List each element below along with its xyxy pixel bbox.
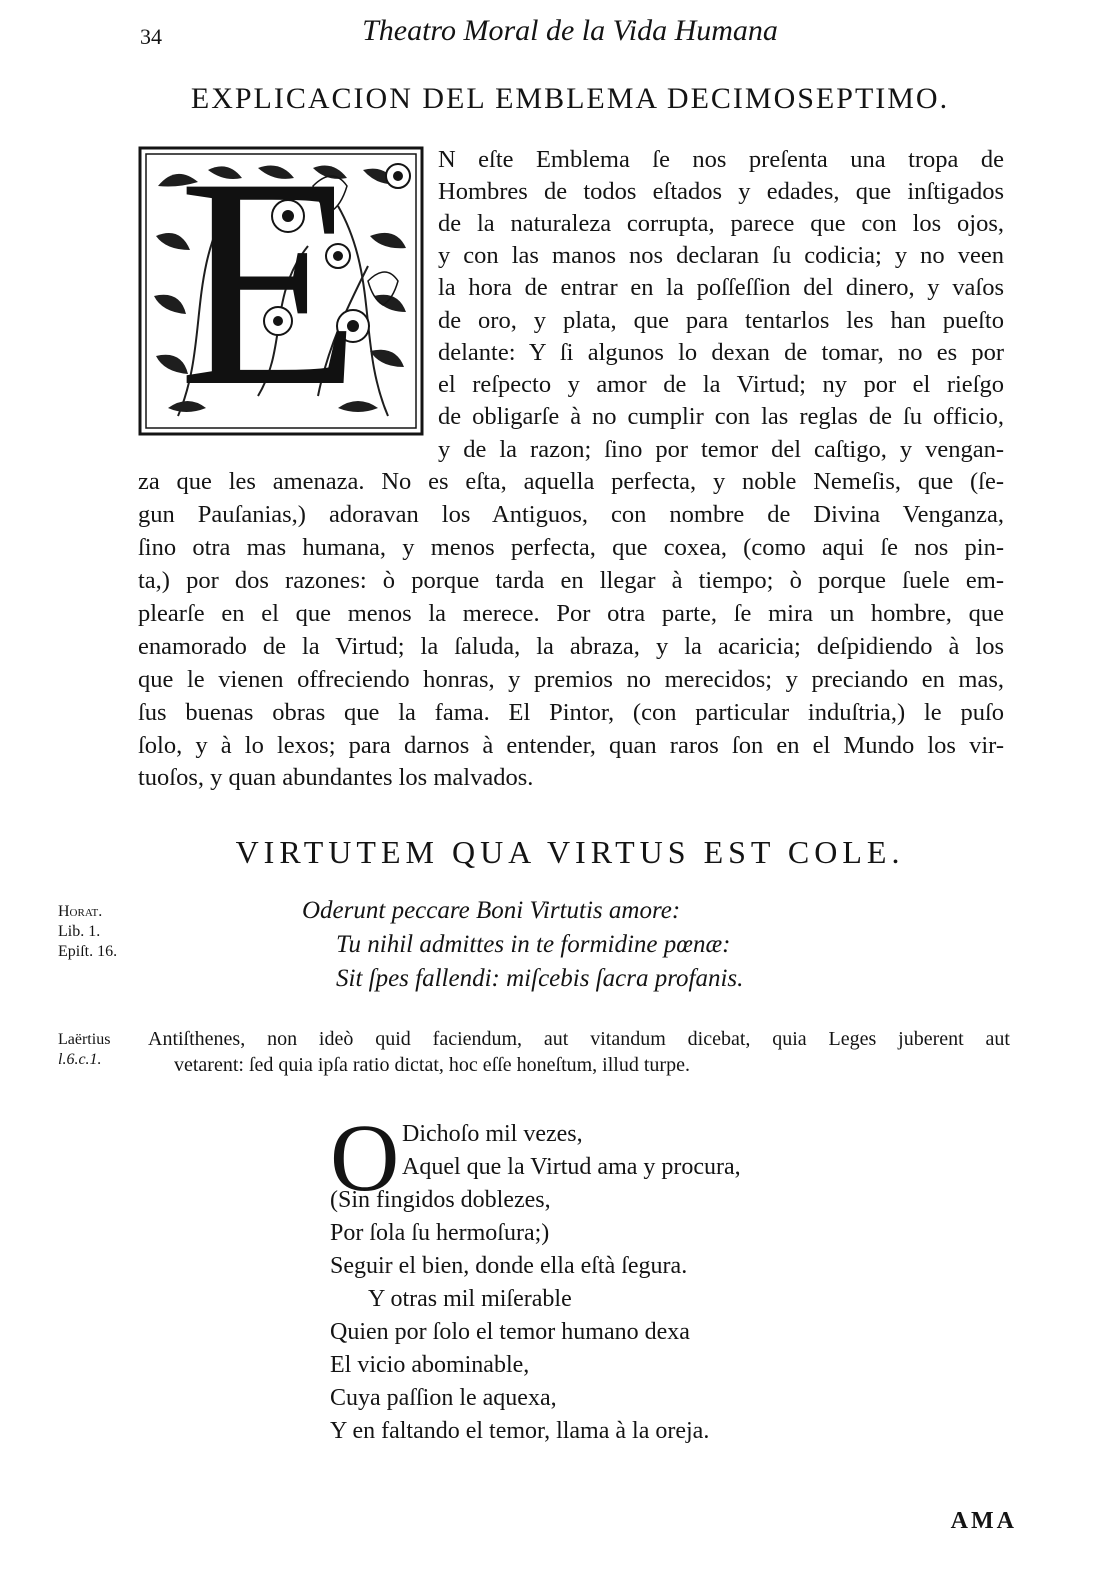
margin-note-laertius: [58, 1030, 110, 1070]
text-line: que le vienen offreciendo honras, y premios no merecidos; y preciando en mas,: [138, 666, 1004, 693]
text-line: de obligarſe à no cumplir con las reglas de ſu officio,: [438, 403, 1004, 430]
quote-line: Antiſthenes, non ideò quid faciendum, aut vitandum dicebat, quia Leges juberent aut: [148, 1028, 1010, 1050]
text-line: za que les amenaza. No es eſta, aquella perfecta, y noble Nemeſis, que (ſe-: [138, 468, 1004, 495]
margin-note-line: Horat.: [58, 903, 103, 920]
text-line: de la naturaleza corrupta, parece que con los ojos,: [438, 210, 1004, 237]
margin-note-line: l.6.c.1.: [58, 1051, 102, 1068]
quote-line: Tu nihil admittes in te formidine pœnæ:: [336, 931, 731, 958]
text-line: N eſte Emblema ſe nos preſenta una tropa de: [438, 146, 1004, 173]
text-line: el reſpecto y amor de la Virtud; ny por el rieſgo: [438, 371, 1004, 398]
text-line: y de la razon; ſino por temor del caſtigo, y vengan-: [438, 436, 1004, 463]
text-line: de oro, y plata, que para tentarlos les han pueſto: [438, 307, 1004, 334]
verse-line: Y en faltando el temor, llama à la oreja.: [330, 1418, 710, 1444]
text-line: Hombres de todos eſtados y edades, que inſtigados: [438, 178, 1004, 205]
margin-note-line: Lib. 1.: [58, 923, 101, 940]
text-line: gun Pauſanias,) adoravan los Antiguos, con nombre de Divina Venganza,: [138, 501, 1004, 528]
quote-line: Oderunt peccare Boni Virtutis amore:: [302, 897, 681, 924]
decorated-initial-e: [138, 116, 424, 448]
drop-cap-e: E: [178, 116, 362, 448]
quote-line: vetarent: ſed quia ipſa ratio dictat, hoc eſſe honeſtum, illud turpe.: [174, 1054, 690, 1076]
poem-drop-cap: O: [330, 1104, 400, 1211]
text-line: ſus buenas obras que la fama. El Pintor, (con particular induſtria,) le puſo: [138, 699, 1004, 726]
verse-line: Dichoſo mil vezes,: [402, 1121, 583, 1147]
verse-line: Seguir el bien, donde ella eſtà ſegura.: [330, 1253, 688, 1279]
text-line: plearſe en el que menos la merece. Por otra parte, ſe mira un hombre, que: [138, 600, 1004, 627]
page-number: 34: [140, 24, 162, 49]
motto-heading: VIRTUTEM QUA VIRTUS EST COLE.: [235, 834, 905, 870]
verse-line: Cuya paſſion le aquexa,: [330, 1385, 557, 1411]
verse-line: (Sin fingidos doblezes,: [330, 1187, 551, 1213]
verse-line: El vicio abominable,: [330, 1352, 530, 1378]
verse-line: Quien por ſolo el temor humano dexa: [330, 1319, 690, 1345]
text-line: delante: Y ſi algunos lo dexan de tomar, no es por: [438, 339, 1004, 366]
text-line: la hora de entrar en la poſſeſſion del dinero, y vaſos: [438, 274, 1004, 301]
verse-line: Aquel que la Virtud ama y procura,: [402, 1154, 741, 1180]
text-line: ſolo, y à lo lexos; para darnos à entender, quan raros ſon en el Mundo los vir-: [138, 732, 1004, 759]
running-title: Theatro Moral de la Vida Humana: [362, 14, 778, 47]
margin-note-line: Epiſt. 16.: [58, 943, 118, 960]
text-line: enamorado de la Virtud; la ſaluda, la abraza, y la acaricia; deſpidiendo à los: [138, 633, 1004, 660]
text-line: y con las manos nos declaran ſu codicia; y no veen: [438, 242, 1004, 269]
text-line: tuoſos, y quan abundantes los malvados.: [138, 764, 534, 791]
quote-line: Sit ſpes fallendi: miſcebis ſacra profanis.: [336, 965, 744, 992]
text-line: ſino otra mas humana, y menos perfecta, que coxea, (como aqui ſe nos pin-: [138, 534, 1004, 561]
verse-line: Y otras mil miſerable: [368, 1286, 572, 1312]
verse-line: Por ſola ſu hermoſura;): [330, 1220, 550, 1246]
margin-note-line: Laërtius: [58, 1031, 111, 1048]
running-head: [140, 14, 1000, 54]
explicacion-heading: EXPLICACION DEL EMBLEMA DECIMOSEPTIMO.: [190, 82, 950, 115]
text-line: ta,) por dos razones: ò porque tarda en llegar à tiempo; ò porque ſuele em-: [138, 567, 1004, 594]
margin-note-horat: [58, 902, 117, 962]
catchword: AMA: [950, 1508, 1017, 1534]
